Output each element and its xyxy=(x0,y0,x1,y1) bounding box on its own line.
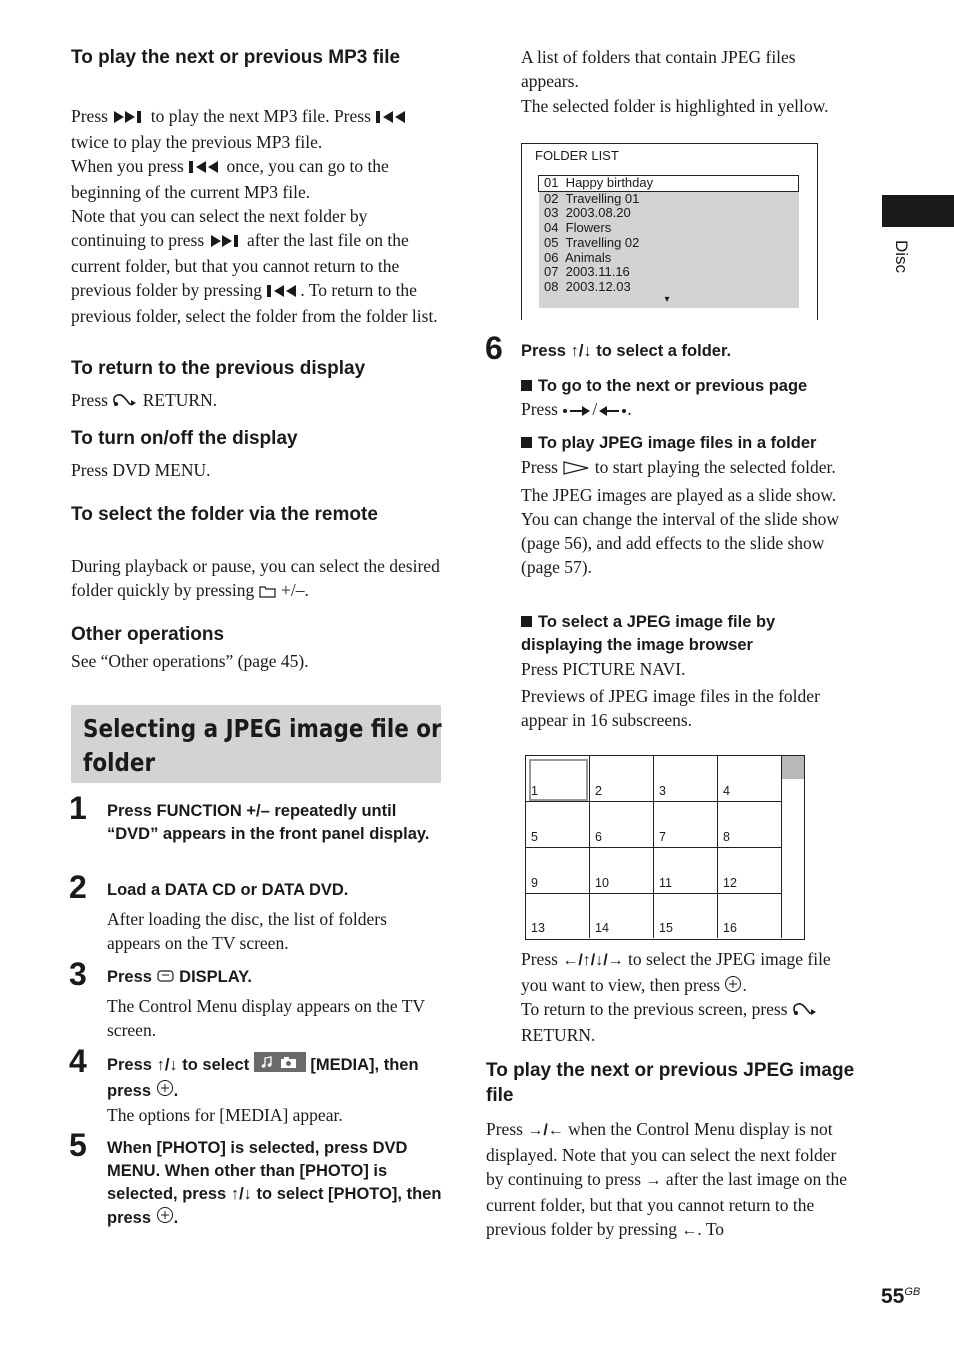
image-browser-heading xyxy=(521,611,861,657)
cell-number: 13 xyxy=(531,921,545,935)
folder-item-selected[interactable]: 01 Happy birthday xyxy=(538,175,799,192)
cell-number: 6 xyxy=(595,830,602,844)
text: To return to the previous screen, press xyxy=(521,999,788,1019)
cell-number: 12 xyxy=(723,876,737,890)
folder-item[interactable]: 07 2003.11.16 xyxy=(544,264,630,280)
next-page-body: Press / . xyxy=(521,397,632,423)
step-3-text xyxy=(107,966,252,989)
folder-item[interactable]: 05 Travelling 02 xyxy=(544,234,640,250)
folder-list xyxy=(539,175,799,308)
thumbnail-cell[interactable] xyxy=(654,848,718,894)
folder-item[interactable]: 04 Flowers xyxy=(544,220,612,236)
step-3-sub: The Control Menu display appears on the TV screen. xyxy=(107,996,425,1040)
onoff-heading: To turn on/off the display xyxy=(71,428,298,449)
step-2-sub: After loading the disc, the list of folders appears on the TV screen. xyxy=(107,909,387,953)
folder-item[interactable]: 06 Animals xyxy=(544,249,612,265)
text: displaying the image browser xyxy=(521,636,753,654)
cell-number: 9 xyxy=(531,876,538,890)
thumbnail-cell[interactable] xyxy=(718,894,782,938)
cell-number: 7 xyxy=(659,830,666,844)
folder-icon xyxy=(259,580,277,604)
thumbnail-cell[interactable] xyxy=(590,802,654,848)
scroll-down-indicator[interactable]: ▾ xyxy=(664,293,670,305)
text: The JPEG images are played as a slide show. You can change the interval of the slide show (page 56), and add effects to the slide show (page 57). xyxy=(521,484,840,577)
cell-number: 5 xyxy=(531,830,538,844)
step-number: 3 xyxy=(69,956,87,992)
up-down-arrows: ↑/↓ xyxy=(570,342,592,360)
prev-page-icon xyxy=(597,399,627,423)
folder-item[interactable]: 03 2003.08.20 xyxy=(544,205,631,221)
square-bullet xyxy=(521,437,532,448)
return-screen-text xyxy=(521,997,861,1047)
cell-number: 8 xyxy=(723,830,730,844)
enter-icon xyxy=(156,1079,174,1104)
banner-title-line1: Selecting a JPEG image file or xyxy=(83,714,442,743)
text: A list of folders that contain JPEG files appears. xyxy=(521,47,796,91)
step-4-text: Press ↑/↓ to select [MEDIA], then press . xyxy=(107,1052,437,1104)
thumbnail-cell[interactable] xyxy=(654,894,718,938)
enter-icon xyxy=(156,1206,174,1231)
text: +/–. xyxy=(280,580,309,600)
text: to select xyxy=(182,1055,250,1074)
text: Previews of JPEG image files in the folder appear in 16 subscreens. xyxy=(521,686,820,730)
text: Press xyxy=(107,968,152,986)
prev-track-icon xyxy=(188,156,222,180)
return-body xyxy=(71,388,217,414)
return-heading: To return to the previous display xyxy=(71,358,366,379)
other-heading: Other operations xyxy=(71,624,225,645)
text: DISPLAY. xyxy=(179,968,252,986)
text: Press xyxy=(71,106,108,126)
text: To play JPEG image files in a folder xyxy=(538,434,817,452)
thumbnail-cell[interactable] xyxy=(718,848,782,894)
text: after the last file on the current folder, but that you cannot return to the previous folder by pressing xyxy=(71,229,409,300)
enter-icon xyxy=(724,975,742,999)
text: GB xyxy=(904,1286,921,1298)
prev-track-icon xyxy=(375,106,409,130)
next-page-icon xyxy=(562,399,592,423)
mp3-paragraph xyxy=(71,104,443,328)
folder-list-panel xyxy=(521,143,818,320)
text: to start playing the selected folder. xyxy=(594,457,836,477)
text: / xyxy=(592,399,598,419)
cell-number: 3 xyxy=(659,784,666,798)
display-icon xyxy=(157,966,175,989)
text: once, you can go to the beginning of the current MP3 file. xyxy=(71,155,389,202)
text: when the Control Menu display is not displayed. Note that you can select the next folder by continuing to press xyxy=(486,1119,837,1189)
text: 55 xyxy=(881,1285,905,1308)
jpeg-next-heading: To play the next or previous JPEG image file xyxy=(486,1060,855,1106)
return-icon xyxy=(792,999,818,1023)
prev-track-icon xyxy=(266,280,300,304)
next-page-heading xyxy=(521,375,807,398)
thumbnail-cell[interactable] xyxy=(526,894,590,938)
jpeg-next-body xyxy=(486,1117,858,1243)
thumbnail-cell[interactable] xyxy=(526,848,590,894)
cell-number: 16 xyxy=(723,921,737,935)
text: Press xyxy=(486,1119,523,1139)
cell-number: 1 xyxy=(531,784,538,798)
text: after the last image on the current folder, but that you cannot return to the previous folder by pressing xyxy=(486,1169,848,1239)
text: to select the JPEG image file you want to view, then press xyxy=(521,949,831,995)
thumbnail-cell[interactable] xyxy=(590,894,654,938)
text: [MEDIA], then press xyxy=(107,1055,419,1100)
step-number: 6 xyxy=(485,330,503,366)
thumbnail-cell[interactable] xyxy=(526,756,590,802)
section-tab-label: Disc xyxy=(892,240,911,274)
onoff-body: Press DVD MENU. xyxy=(71,460,211,480)
step-4-sub: The options for [MEDIA] appear. xyxy=(107,1105,343,1125)
step-number: 1 xyxy=(69,790,87,826)
text: Press xyxy=(71,390,108,410)
text: RETURN. xyxy=(142,390,218,410)
remote-heading: To select the folder via the remote xyxy=(71,504,378,525)
section-banner xyxy=(71,705,441,783)
arrow-keys: ←/↑/↓/→ xyxy=(562,952,624,969)
play-folder-body xyxy=(521,455,861,579)
text: When you press xyxy=(71,155,184,176)
step-number: 2 xyxy=(69,869,87,905)
step-5-text: When [PHOTO] is selected, press DVD MENU. When other than [PHOTO] is selected, press ↑/↓ to select [PHOTO], then press . xyxy=(107,1137,443,1231)
step-2-text: Load a DATA CD or DATA DVD. xyxy=(107,881,349,899)
step-number: 5 xyxy=(69,1127,87,1163)
text: . xyxy=(742,975,747,995)
text: twice to play the previous MP3 file. xyxy=(71,131,323,152)
thumbnail-cell[interactable] xyxy=(718,802,782,848)
text: Press xyxy=(521,457,558,477)
text: Press xyxy=(521,399,558,419)
thumbnail-cell[interactable] xyxy=(526,802,590,848)
folder-item[interactable]: 08 2003.12.03 xyxy=(544,278,631,294)
mp3-heading: To play the next or previous MP3 file xyxy=(71,47,401,68)
remote-body xyxy=(71,554,443,604)
next-track-icon xyxy=(112,106,146,130)
cell-number: 10 xyxy=(595,876,609,890)
scrollbar[interactable] xyxy=(782,756,804,939)
text: to select [PHOTO], then press xyxy=(107,1185,442,1227)
play-folder-heading xyxy=(521,432,816,455)
text: To go to the next or previous page xyxy=(538,377,808,395)
other-body: See “Other operations” (page 45). xyxy=(71,651,309,671)
folder-list-title: FOLDER LIST xyxy=(535,148,619,163)
thumbnail-cell[interactable] xyxy=(654,802,718,848)
scrollbar-thumb[interactable] xyxy=(782,756,804,779)
up-down-arrows: ↑/↓ xyxy=(230,1185,252,1203)
thumbnail-cell[interactable] xyxy=(718,756,782,802)
thumbnail-cell[interactable] xyxy=(590,848,654,894)
cell-number: 2 xyxy=(595,784,602,798)
banner-title-line2: folder xyxy=(83,748,156,777)
play-icon xyxy=(562,457,590,481)
intro-text xyxy=(521,45,866,118)
text: To select a JPEG image file by xyxy=(538,613,776,631)
up-down-arrows: ↑/↓ xyxy=(156,1055,178,1074)
text: to play the next MP3 file. Press xyxy=(150,106,371,126)
thumbnail-cell[interactable] xyxy=(654,756,718,802)
cell-number: 14 xyxy=(595,921,609,935)
return-icon xyxy=(112,390,138,414)
text: When [PHOTO] is selected, press DVD MENU. When other than [PHOTO] is selected, press xyxy=(107,1139,408,1203)
text: Press xyxy=(521,342,566,360)
media-icon xyxy=(254,1052,306,1079)
thumbnail-area xyxy=(526,756,782,939)
cell-number: 4 xyxy=(723,784,730,798)
right-arrow: → xyxy=(645,1172,662,1189)
folder-item[interactable]: 02 Travelling 01 xyxy=(544,190,640,206)
image-browser-grid xyxy=(525,755,805,940)
thumbnail-cell[interactable] xyxy=(590,756,654,802)
image-browser-body xyxy=(521,657,861,732)
page-number xyxy=(881,1285,920,1309)
square-bullet xyxy=(521,616,532,627)
text: Press xyxy=(521,949,558,969)
text: Press PICTURE NAVI. xyxy=(521,659,686,679)
text: Press xyxy=(107,1055,152,1074)
text: . To xyxy=(697,1219,725,1239)
text: During playback or pause, you can select the desired folder quickly by pressing xyxy=(71,556,440,600)
text: Note that you can select the next folder by continuing to press xyxy=(71,205,368,250)
section-tab xyxy=(882,195,954,227)
select-image-text xyxy=(521,947,861,999)
left-arrow: ← xyxy=(681,1222,698,1239)
text: . To return to the previous folder, select the folder from the folder list. xyxy=(71,279,438,326)
text: to select a folder. xyxy=(596,342,732,360)
cell-number: 15 xyxy=(659,921,673,935)
step-1-text: Press FUNCTION +/– repeatedly until “DVD” appears in the front panel display. xyxy=(107,802,430,843)
right-left-arrows: →/← xyxy=(527,1122,564,1139)
next-track-icon xyxy=(209,230,243,254)
step-number: 4 xyxy=(69,1043,87,1079)
square-bullet xyxy=(521,380,532,391)
step-6-text xyxy=(521,340,731,363)
cell-number: 11 xyxy=(659,876,672,890)
text: The selected folder is highlighted in yellow. xyxy=(521,96,829,116)
text: RETURN. xyxy=(521,1024,596,1045)
